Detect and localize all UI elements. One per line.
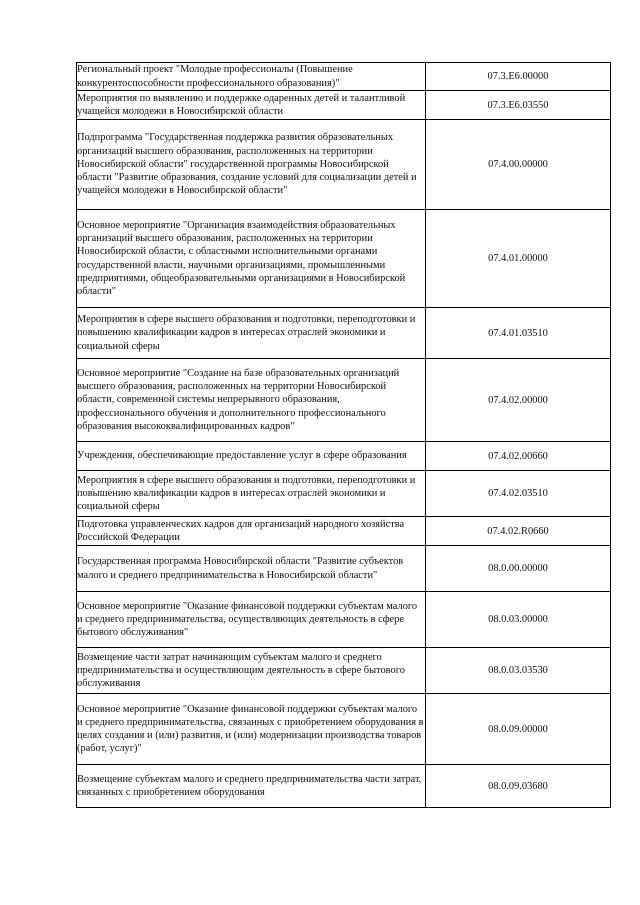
table-row <box>77 442 611 471</box>
table-row <box>77 120 611 210</box>
row-code-cell: 07.4.02.03510 <box>426 471 611 517</box>
row-code-cell: 08.0.00.00000 <box>426 546 611 592</box>
row-name-cell: Возмещение части затрат начинающим субъектам малого и среднего предпринимательства и осуществляющим деятельность в сфере бытового обслуживания <box>77 648 426 694</box>
table-row <box>77 471 611 517</box>
row-code-cell: 07.4.00.00000 <box>426 120 611 210</box>
table-row <box>77 694 611 765</box>
table-row <box>77 63 611 91</box>
row-name-cell: Подпрограмма "Государственная поддержка развития образовательных организаций высшего образования, расположенных на территории Новосибирской области" государственной программы Новосибирской области "Развитие образования, создание условий для социализации детей и учащейся молодежи в Новосибирской области" <box>77 120 426 210</box>
row-name-cell: Основное мероприятие "Оказание финансовой поддержки субъектам малого и среднего предпринимательства, осуществляющих деятельность в сфере бытового обслуживания" <box>77 592 426 648</box>
row-name-cell: Мероприятия по выявлению и поддержке одаренных детей и талантливой учащейся молодежи в Новосибирской области <box>77 91 426 120</box>
table-row <box>77 359 611 442</box>
table-row <box>77 210 611 308</box>
row-code-cell: 07.4.01.00000 <box>426 210 611 308</box>
table-row <box>77 91 611 120</box>
table-row <box>77 308 611 359</box>
row-name-cell: Государственная программа Новосибирской области "Развитие субъектов малого и среднего предпринимательства в Новосибирской области" <box>77 546 426 592</box>
row-name-cell: Мероприятия в сфере высшего образования и подготовки, переподготовки и повышению квалификации кадров в интересах отраслей экономики и социальной сферы <box>77 308 426 359</box>
row-code-cell: 07.4.01.03510 <box>426 308 611 359</box>
row-code-cell: 07.4.02.R0660 <box>426 517 611 546</box>
budget-classification-table <box>76 62 611 808</box>
row-code-cell: 07.3.E6.03550 <box>426 91 611 120</box>
table-row <box>77 765 611 808</box>
row-code-cell: 08.0.03.03530 <box>426 648 611 694</box>
table-row <box>77 546 611 592</box>
row-name-cell: Подготовка управленческих кадров для организаций народного хозяйства Российской Федерации <box>77 517 426 546</box>
table-row <box>77 648 611 694</box>
row-name-cell: Мероприятия в сфере высшего образования и подготовки, переподготовки и повышению квалификации кадров в интересах отраслей экономики и социальной сферы <box>77 471 426 517</box>
row-code-cell: 07.4.02.00000 <box>426 359 611 442</box>
row-code-cell: 08.0.09.03680 <box>426 765 611 808</box>
row-name-cell: Учреждения, обеспечивающие предоставление услуг в сфере образования <box>77 442 426 471</box>
table-row <box>77 517 611 546</box>
row-code-cell: 07.4.02.00660 <box>426 442 611 471</box>
row-name-cell: Основное мероприятие "Организация взаимодействия образовательных организаций высшего образования, расположенных на территории Новосибирской области, с областными исполнительными органами государственной власти, научными организациями, промышленными предприятиями, общеобразовательными организациями в Новосибирской области" <box>77 210 426 308</box>
row-name-cell: Основное мероприятие "Создание на базе образовательных организаций высшего образования, расположенных на территории Новосибирской области, современной системы непрерывного образования, профессионального обучения и дополнительного профессионального образования высококвалифицированных кадров" <box>77 359 426 442</box>
row-code-cell: 08.0.03.00000 <box>426 592 611 648</box>
table-row <box>77 592 611 648</box>
row-name-cell: Региональный проект "Молодые профессионалы (Повышение конкурентоспособности профессионального образования)" <box>77 63 426 91</box>
row-code-cell: 07.3.E6.00000 <box>426 63 611 91</box>
row-name-cell: Основное мероприятие "Оказание финансовой поддержки субъектам малого и среднего предпринимательства, связанных с приобретением оборудования в целях создания и (или) развития, и (или) модернизации производства товаров (работ, услуг)" <box>77 694 426 765</box>
row-name-cell: Возмещение субъектам малого и среднего предпринимательства части затрат, связанных с приобретением оборудования <box>77 765 426 808</box>
row-code-cell: 08.0.09.00000 <box>426 694 611 765</box>
